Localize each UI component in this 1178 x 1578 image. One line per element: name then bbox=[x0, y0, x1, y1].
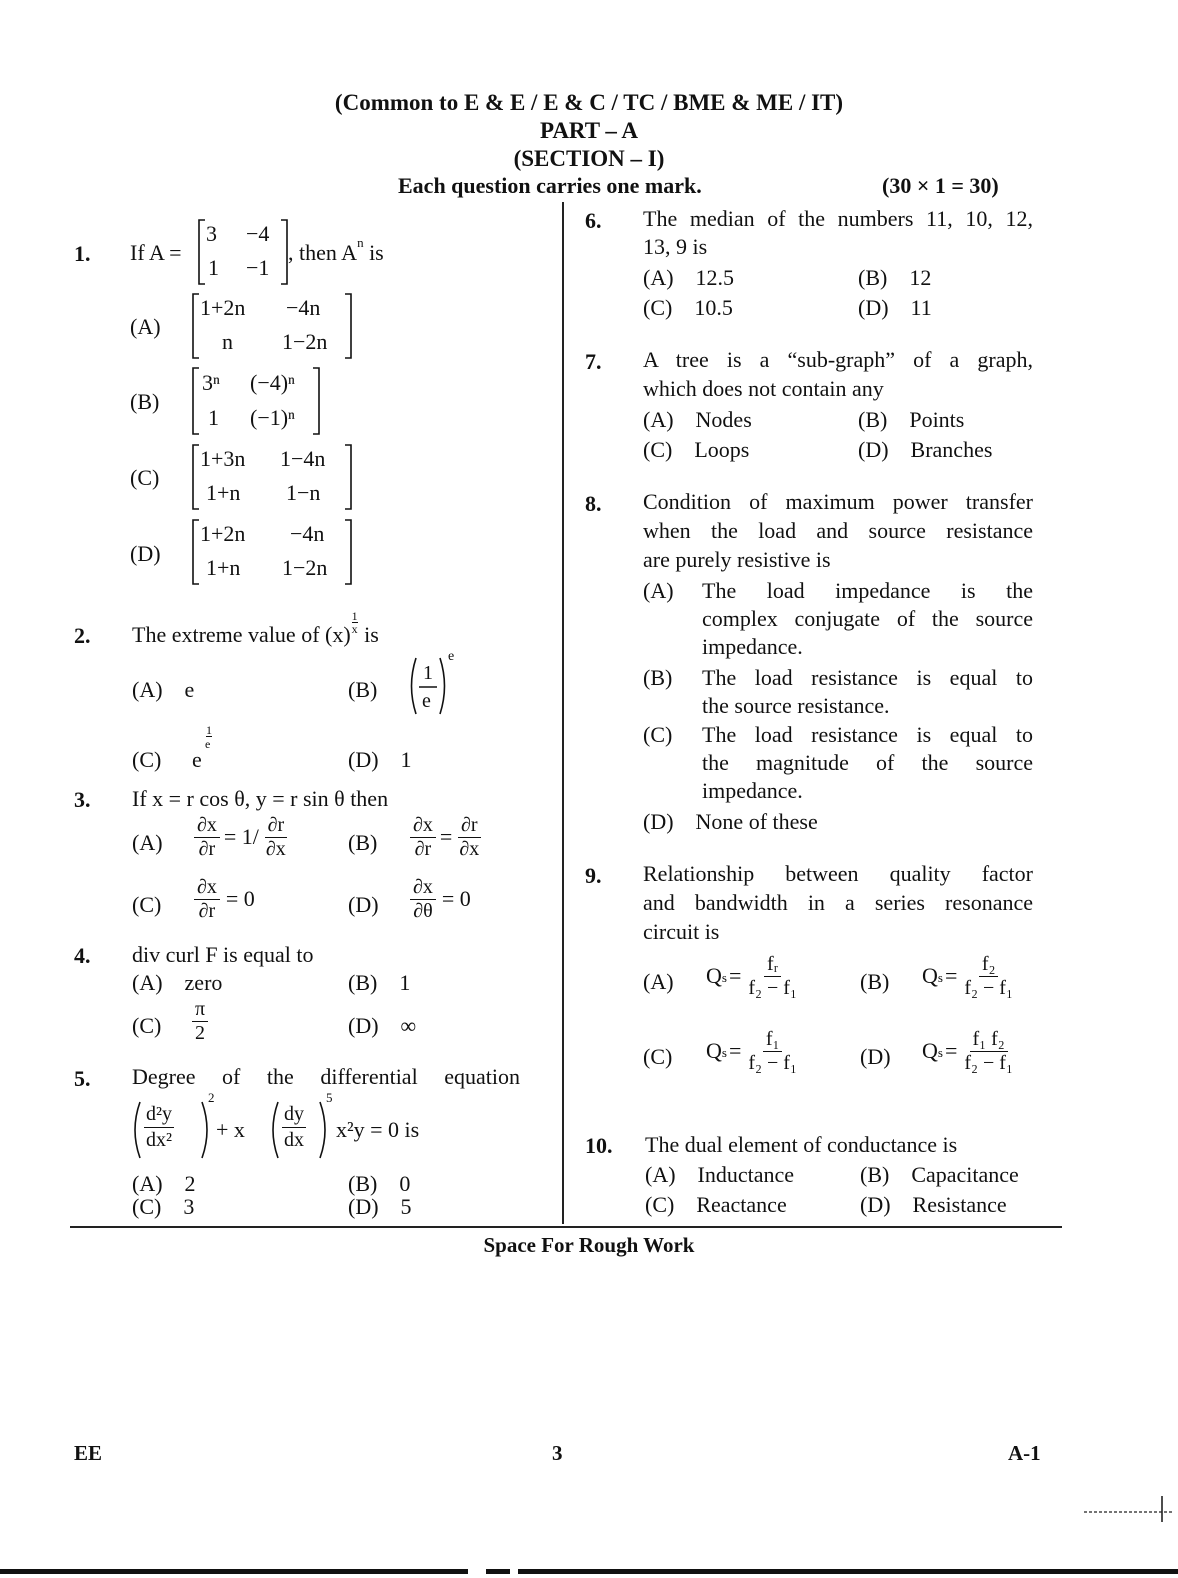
q5-equation: d²y dx² 2 + x dy dx 5 x²y = 0 is bbox=[128, 1096, 448, 1164]
q4-stem: div curl F is equal to bbox=[132, 942, 314, 967]
footer-series-code: A-1 bbox=[1008, 1441, 1041, 1465]
q9-stem-line3: circuit is bbox=[643, 919, 720, 944]
q8-option-d[interactable]: (D) None of these bbox=[643, 809, 818, 834]
q9-option-c-expr[interactable]: Q $_s$ = $\frac{\text{f₁}}{\text{f₂ − f₁}}$ bbox=[706, 1028, 797, 1074]
header-marks: (30 × 1 = 30) bbox=[882, 173, 999, 198]
header-instruction: Each question carries one mark. bbox=[398, 173, 702, 198]
q1-matrix-a: 3 −4 1 −1 bbox=[198, 218, 288, 286]
q2-option-d[interactable]: (D) 1 bbox=[348, 747, 412, 772]
q8-stem-line1: Condition of maximum power transfer bbox=[643, 489, 1033, 514]
q4-option-c-label: (C) bbox=[132, 1013, 162, 1038]
q8-option-a-line2[interactable]: complex conjugate of the source bbox=[702, 606, 1033, 631]
q3-option-a-expr[interactable]: $\frac{\partial x}{\partial r}$ = 1/ $\frac{\partial r}{\partial x}$ bbox=[192, 814, 291, 861]
q7-option-d[interactable]: (D) Branches bbox=[858, 437, 993, 462]
question-number-8: 8. bbox=[585, 491, 602, 516]
q10-option-c[interactable]: (C) Reactance bbox=[645, 1192, 787, 1217]
q4-option-d[interactable]: (D) ∞ bbox=[348, 1013, 417, 1038]
q10-option-b[interactable]: (B) Capacitance bbox=[860, 1162, 1019, 1187]
question-number-5: 5. bbox=[74, 1066, 91, 1091]
q1-option-b-label: (B) bbox=[130, 389, 160, 414]
q9-option-c-label: (C) bbox=[643, 1044, 673, 1069]
question-number-3: 3. bbox=[74, 787, 91, 812]
q2-option-a[interactable]: (A) e bbox=[132, 677, 195, 702]
q6-option-d[interactable]: (D) 11 bbox=[858, 295, 932, 320]
q8-stem-line2: when the load and source resistance bbox=[643, 518, 1033, 543]
q3-option-a-label: (A) bbox=[132, 830, 163, 855]
q5-option-b[interactable]: (B) 0 bbox=[348, 1171, 411, 1196]
q8-option-b-line2[interactable]: the source resistance. bbox=[702, 693, 890, 718]
q9-option-b-label: (B) bbox=[860, 969, 890, 994]
bottom-edge-bar-mid bbox=[486, 1569, 510, 1574]
bottom-edge-bar-left bbox=[0, 1569, 468, 1574]
q5-option-d[interactable]: (D) 5 bbox=[348, 1194, 412, 1219]
q3-option-c-label: (C) bbox=[132, 892, 162, 917]
q8-option-c-line2[interactable]: the magnitude of the source bbox=[702, 750, 1033, 775]
q7-option-a[interactable]: (A) Nodes bbox=[643, 407, 752, 432]
q8-option-a-line3[interactable]: impedance. bbox=[702, 634, 803, 659]
footer-subject-code: EE bbox=[74, 1441, 103, 1465]
q5-stem: Degree of the differential equation bbox=[132, 1064, 520, 1089]
q8-option-a-line1[interactable]: The load impedance is the bbox=[702, 578, 1033, 603]
q9-stem-line2: and bandwidth in a series resonance bbox=[643, 890, 1033, 915]
q6-option-c[interactable]: (C) 10.5 bbox=[643, 295, 733, 320]
registration-mark-icon bbox=[1080, 1494, 1178, 1524]
q9-option-b-expr[interactable]: Q $_s$ = $\frac{\text{f₂}}{\text{f₂ − f₁}}$ bbox=[922, 953, 1013, 999]
q1-option-c-label: (C) bbox=[130, 465, 160, 490]
q6-stem-line1: The median of the numbers 11, 10, 12, bbox=[643, 206, 1033, 231]
q5-option-a[interactable]: (A) 2 bbox=[132, 1171, 196, 1196]
q9-stem-line1: Relationship between quality factor bbox=[643, 861, 1033, 886]
q10-option-d[interactable]: (D) Resistance bbox=[860, 1192, 1007, 1217]
q8-option-a-label: (A) bbox=[643, 578, 674, 603]
q2-stem: The extreme value of (x) $\frac{1}{x}$ is bbox=[132, 609, 379, 647]
q3-option-d-label: (D) bbox=[348, 892, 379, 917]
question-number-2: 2. bbox=[74, 623, 91, 648]
page-number: 3 bbox=[552, 1441, 563, 1465]
q7-stem-line2: which does not contain any bbox=[643, 376, 884, 401]
q3-option-b-label: (B) bbox=[348, 830, 378, 855]
q3-option-d-expr[interactable]: $\frac{\partial x}{\partial\theta}$ = 0 bbox=[408, 876, 471, 923]
q1-stem-post: , then $A^n$ is bbox=[288, 235, 384, 265]
q2-option-b-label: (B) bbox=[348, 677, 378, 702]
q4-option-a[interactable]: (A) zero bbox=[132, 970, 223, 995]
q4-option-c-expr[interactable]: $\frac{\pi}{2}$ bbox=[190, 998, 210, 1045]
q2-option-b-expr[interactable]: 1 e e bbox=[406, 652, 456, 716]
q6-stem-line2: 13, 9 is bbox=[643, 234, 708, 259]
q1-option-a-matrix[interactable]: 1+2n −4n n 1−2n bbox=[192, 292, 352, 360]
q3-stem: If x = r cos θ, y = r sin θ then bbox=[132, 786, 389, 811]
q1-option-d-label: (D) bbox=[130, 541, 161, 566]
q7-stem-line1: A tree is a “sub-graph” of a graph, bbox=[643, 347, 1033, 372]
q8-option-b-line1[interactable]: The load resistance is equal to bbox=[702, 665, 1033, 690]
q1-option-c-matrix[interactable]: 1+3n 1−4n 1+n 1−n bbox=[192, 443, 352, 511]
q9-option-d-label: (D) bbox=[860, 1044, 891, 1069]
question-number-10: 10. bbox=[585, 1133, 613, 1158]
q1-option-a-label: (A) bbox=[130, 314, 161, 339]
q1-option-d-matrix[interactable]: 1+2n −4n 1+n 1−2n bbox=[192, 518, 352, 586]
column-divider bbox=[562, 202, 564, 1224]
header-part: PART – A bbox=[539, 118, 639, 143]
q7-option-c[interactable]: (C) Loops bbox=[643, 437, 750, 462]
question-number-7: 7. bbox=[585, 349, 602, 374]
q9-option-a-expr[interactable]: Q $_s$ = $\frac{\text{fᵣ}}{\text{f₂ − f₁}}$ bbox=[706, 953, 797, 999]
q9-option-d-expr[interactable]: Q $_s$ = $\frac{\text{f₁ f₂}}{\text{f₂ − f₁}}$ bbox=[922, 1028, 1013, 1074]
question-number-6: 6. bbox=[585, 208, 602, 233]
q8-option-c-line1[interactable]: The load resistance is equal to bbox=[702, 722, 1033, 747]
q4-option-b[interactable]: (B) 1 bbox=[348, 970, 411, 995]
q6-option-a[interactable]: (A) 12.5 bbox=[643, 265, 735, 290]
q6-option-b[interactable]: (B) 12 bbox=[858, 265, 932, 290]
q3-option-b-expr[interactable]: $\frac{\partial x}{\partial r}$ = $\frac{\partial r}{\partial x}$ bbox=[408, 814, 484, 861]
q2-option-c-expr[interactable]: e 1 e bbox=[192, 723, 212, 772]
header-section: (SECTION – I) bbox=[513, 146, 665, 171]
question-number-9: 9. bbox=[585, 863, 602, 888]
q8-option-b-label: (B) bbox=[643, 665, 673, 690]
q2-option-c-label: (C) bbox=[132, 747, 162, 772]
bottom-edge-bar-right bbox=[518, 1569, 1178, 1574]
q3-option-c-expr[interactable]: $\frac{\partial x}{\partial r}$ = 0 bbox=[192, 876, 255, 923]
question-number-1: 1. bbox=[74, 241, 91, 266]
q1-option-b-matrix[interactable]: 3ⁿ (−4)ⁿ 1 (−1)ⁿ bbox=[192, 366, 320, 436]
q9-option-a-label: (A) bbox=[643, 969, 674, 994]
q10-stem: The dual element of conductance is bbox=[645, 1132, 958, 1157]
rough-work-label: Space For Rough Work bbox=[483, 1233, 695, 1257]
rough-work-rule bbox=[70, 1226, 1062, 1228]
q5-option-c[interactable]: (C) 3 bbox=[132, 1194, 195, 1219]
q8-option-c-label: (C) bbox=[643, 722, 673, 747]
question-number-4: 4. bbox=[74, 943, 91, 968]
q8-option-c-line3[interactable]: impedance. bbox=[702, 778, 803, 803]
header-common: (Common to E & E / E & C / TC / BME & ME / IT) bbox=[334, 90, 844, 115]
q7-option-b[interactable]: (B) Points bbox=[858, 407, 965, 432]
q10-option-a[interactable]: (A) Inductance bbox=[645, 1162, 795, 1187]
q8-stem-line3: are purely resistive is bbox=[643, 547, 831, 572]
q1-stem-pre: If A = bbox=[130, 240, 182, 265]
